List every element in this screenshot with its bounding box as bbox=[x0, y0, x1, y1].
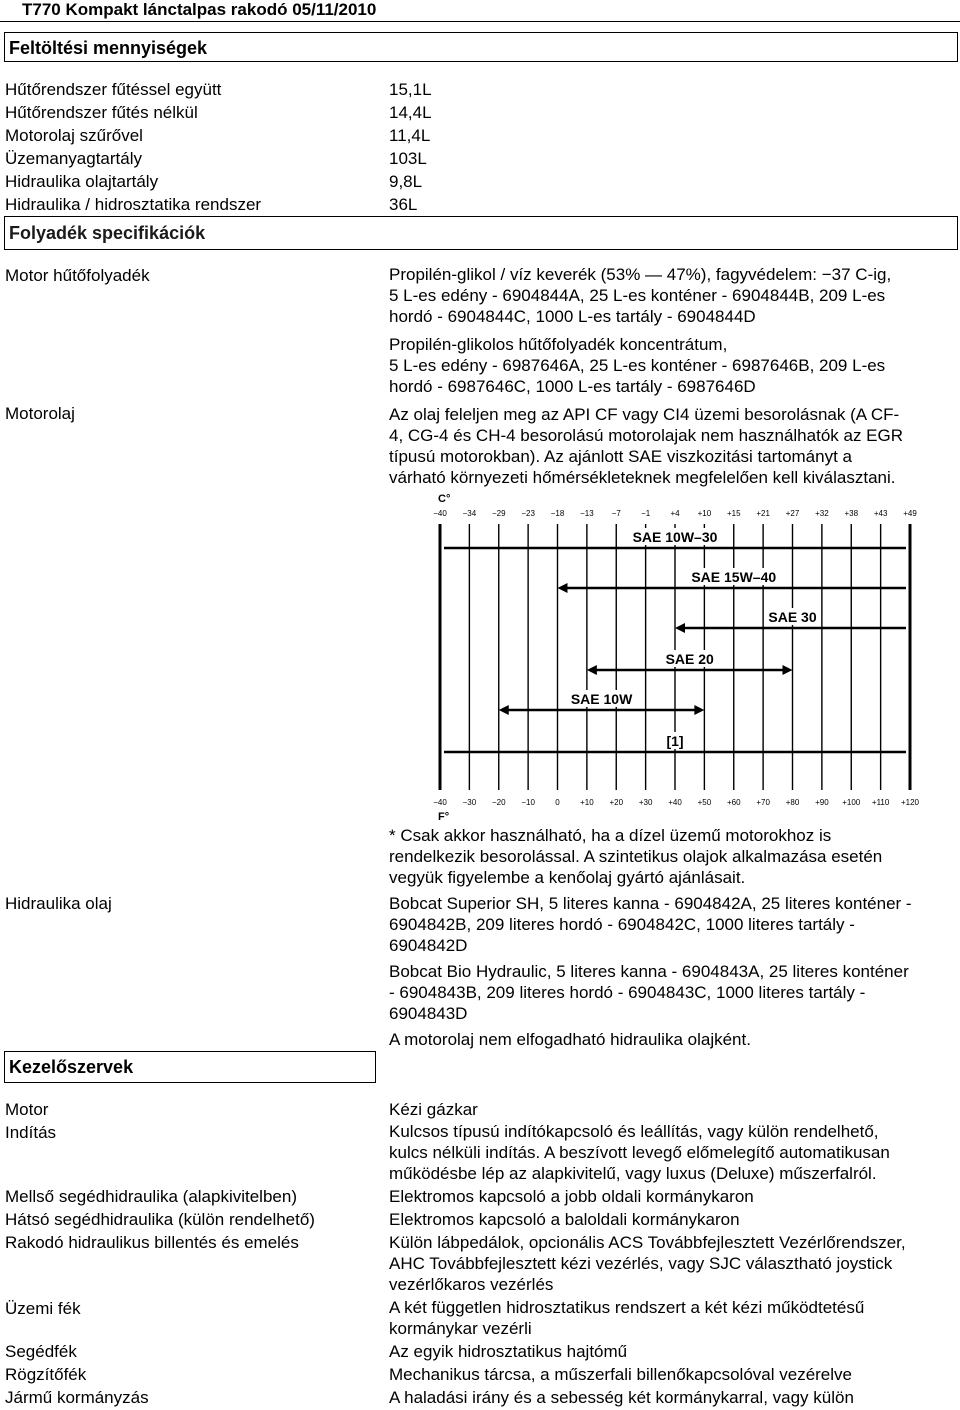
viscosity-chart bbox=[430, 490, 920, 823]
fahrenheit-axis-label: F° bbox=[438, 811, 450, 823]
spec-line: 5 L-es edény - 6987646A, 25 L-es konténer - 6987646B, 209 L-es bbox=[389, 356, 886, 375]
control-value-line: Külön lábpedálok, opcionális ACS Továbbfejlesztett Vezérlőrendszer, bbox=[389, 1233, 906, 1252]
spec-line: 6904843D bbox=[389, 1004, 468, 1023]
celsius-tick-label: +43 bbox=[873, 509, 888, 518]
spec-line: A motorolaj nem elfogadható hidraulika olajként. bbox=[389, 1030, 751, 1049]
control-value: Elektromos kapcsoló a jobb oldali kormánykaron bbox=[389, 1187, 754, 1206]
engine-oil-note bbox=[389, 825, 882, 888]
fahrenheit-tick-label: −40 bbox=[433, 798, 447, 807]
range-arrow-left bbox=[675, 623, 685, 633]
control-value-multiline bbox=[389, 1297, 864, 1339]
control-value-line: A két független hidrosztatikus rendszert a két kézi működtetésű bbox=[389, 1298, 865, 1317]
fahrenheit-tick-label: +60 bbox=[726, 798, 741, 807]
range-arrow-left bbox=[558, 583, 568, 593]
celsius-tick-label: +10 bbox=[697, 509, 712, 518]
control-value: Kézi gázkar bbox=[389, 1100, 478, 1119]
spec-line: 5 L-es edény - 6904844A, 25 L-es konténer - 6904844B, 209 L-es bbox=[389, 286, 886, 305]
control-value: A haladási irány és a sebesség két kormánykarral, vagy külön bbox=[389, 1388, 854, 1407]
control-value: Elektromos kapcsoló a baloldali kormánykaron bbox=[389, 1210, 740, 1229]
fahrenheit-tick-label: +80 bbox=[785, 798, 800, 807]
viscosity-series-label: [1] bbox=[666, 733, 684, 749]
fahrenheit-tick-label: +30 bbox=[638, 798, 653, 807]
celsius-tick-label: −40 bbox=[433, 509, 447, 518]
viscosity-series-label: SAE 10W bbox=[570, 691, 633, 707]
capacity-label: Hűtőrendszer fűtéssel együtt bbox=[5, 80, 222, 99]
fahrenheit-tick-label: +10 bbox=[580, 798, 594, 807]
hydraulic-oil-spec bbox=[389, 893, 912, 1050]
viscosity-series-label: SAE 15W–40 bbox=[691, 569, 777, 585]
celsius-tick-label: −13 bbox=[580, 509, 594, 518]
control-value-line: vezérlőkaros vezérlés bbox=[389, 1275, 554, 1294]
section-title: Folyadék specifikációk bbox=[9, 223, 206, 243]
fahrenheit-tick-label: −20 bbox=[491, 798, 506, 807]
spec-line: 4, CG-4 és CH-4 besorolású motorolajak nem használhatók az EGR bbox=[389, 426, 904, 445]
spec-line: 6904842B, 209 literes hordó - 6904842C, 1000 literes tartály - bbox=[389, 915, 855, 934]
fahrenheit-tick-label: +40 bbox=[668, 798, 682, 807]
spec-line: hordó - 6904844C, 1000 L-es tartály - 6904844D bbox=[389, 307, 756, 326]
control-label: Üzemi fék bbox=[5, 1299, 81, 1318]
range-arrow-right bbox=[694, 705, 704, 715]
fahrenheit-tick-label: +120 bbox=[900, 798, 920, 807]
note-line: rendelkezik besorolással. A szintetikus olajok alkalmazása esetén bbox=[389, 847, 883, 866]
note-line: vegyük figyelembe a kenőolaj gyártó ajánlásait. bbox=[389, 868, 746, 887]
celsius-tick-label: +32 bbox=[815, 509, 829, 518]
celsius-axis-label: C° bbox=[438, 493, 451, 505]
fahrenheit-tick-label: +90 bbox=[815, 798, 829, 807]
celsius-tick-label: −1 bbox=[641, 509, 651, 518]
control-label: Motor bbox=[5, 1100, 49, 1119]
capacity-label: Motorolaj szűrővel bbox=[5, 126, 143, 145]
control-label: Rakodó hidraulikus billentés és emelés bbox=[5, 1233, 299, 1252]
section-header-controls bbox=[4, 1051, 376, 1083]
fluid-label-coolant: Motor hűtőfolyadék bbox=[5, 266, 150, 285]
control-value-multiline bbox=[389, 1121, 890, 1184]
title-divider bbox=[0, 21, 960, 22]
spec-line: Bobcat Superior SH, 5 literes kanna - 6904842A, 25 literes konténer - bbox=[389, 894, 912, 913]
section-header-capacities bbox=[4, 32, 958, 62]
spec-line: - 6904843B, 209 literes hordó - 6904843C, 1000 literes tartály - bbox=[389, 983, 866, 1002]
spec-line: Az olaj feleljen meg az API CF vagy CI4 üzemi besorolásnak (A CF- bbox=[389, 405, 900, 424]
control-value-line: Kulcsos típusú indítókapcsoló és leállítás, vagy külön rendelhető, bbox=[389, 1122, 879, 1141]
fahrenheit-tick-label: +110 bbox=[871, 798, 890, 807]
celsius-tick-label: −34 bbox=[462, 509, 477, 518]
control-label: Hátsó segédhidraulika (külön rendelhető) bbox=[5, 1210, 315, 1229]
control-label: Indítás bbox=[5, 1123, 57, 1142]
control-label: Segédfék bbox=[5, 1342, 77, 1361]
note-line: * Csak akkor használható, ha a dízel üzemű motorokhoz is bbox=[389, 826, 832, 845]
spec-line: hordó - 6987646C, 1000 L-es tartály - 6987646D bbox=[389, 377, 756, 396]
fahrenheit-tick-label: 0 bbox=[555, 798, 560, 807]
range-arrow-left bbox=[587, 665, 597, 675]
capacity-value: 15,1L bbox=[389, 80, 432, 99]
celsius-tick-label: +15 bbox=[726, 509, 741, 518]
document-title: T770 Kompakt lánctalpas rakodó 05/11/2010 bbox=[22, 0, 377, 19]
spec-line: Propilén-glikolos hűtőfolyadék koncentrátum, bbox=[389, 335, 728, 354]
range-arrow-left bbox=[499, 705, 509, 715]
control-value: Mechanikus tárcsa, a műszerfali billenőkapcsolóval vezérelve bbox=[389, 1365, 852, 1384]
control-label: Jármű kormányzás bbox=[5, 1388, 149, 1407]
capacity-label: Hűtőrendszer fűtés nélkül bbox=[5, 103, 198, 122]
engine-oil-spec bbox=[389, 404, 903, 488]
celsius-tick-label: −7 bbox=[611, 509, 621, 518]
spec-line: Bobcat Bio Hydraulic, 5 literes kanna - 6904843A, 25 literes konténer bbox=[389, 962, 909, 981]
fahrenheit-tick-label: +70 bbox=[756, 798, 770, 807]
celsius-tick-label: +38 bbox=[844, 509, 859, 518]
coolant-spec bbox=[389, 264, 891, 397]
fluid-label-engine-oil: Motorolaj bbox=[5, 404, 75, 423]
control-label: Mellső segédhidraulika (alapkivitelben) bbox=[5, 1187, 297, 1206]
capacity-label: Üzemanyagtartály bbox=[5, 149, 143, 168]
spec-line: Propilén-glikol / víz keverék (53% — 47%), fagyvédelem: −37 C-ig, bbox=[389, 265, 892, 284]
control-label: Rögzítőfék bbox=[5, 1365, 87, 1384]
celsius-tick-label: +4 bbox=[670, 509, 680, 518]
celsius-tick-label: +27 bbox=[785, 509, 800, 518]
fluid-label-hydraulic-oil: Hidraulika olaj bbox=[5, 894, 112, 913]
control-value-line: működésbe lép az alapkivitelű, vagy luxus (Deluxe) műszerfalról. bbox=[389, 1164, 877, 1183]
capacity-value: 36L bbox=[389, 195, 418, 214]
section-title: Kezelőszervek bbox=[9, 1057, 134, 1077]
control-value-multiline bbox=[389, 1232, 906, 1295]
control-value: Az egyik hidrosztatikus hajtómű bbox=[389, 1342, 628, 1361]
fahrenheit-tick-label: +100 bbox=[842, 798, 861, 807]
celsius-tick-label: +21 bbox=[756, 509, 770, 518]
capacity-value: 9,8L bbox=[389, 172, 423, 191]
capacity-label: Hidraulika olajtartály bbox=[5, 172, 159, 191]
celsius-tick-label: −23 bbox=[521, 509, 535, 518]
spec-line: várható környezeti hőmérsékleteknek megfelelően kell kiválasztani. bbox=[389, 468, 896, 487]
celsius-tick-label: +49 bbox=[903, 509, 917, 518]
section-header-fluids bbox=[4, 216, 958, 250]
control-value-line: kulcs nélküli indítás. A beszívott levegő előmelegítő automatikusan bbox=[389, 1143, 890, 1162]
control-value-line: kormánykar vezérli bbox=[389, 1319, 532, 1338]
capacity-label: Hidraulika / hidrosztatika rendszer bbox=[5, 195, 262, 214]
section-title: Feltöltési mennyiségek bbox=[9, 38, 208, 58]
fahrenheit-tick-label: −10 bbox=[521, 798, 535, 807]
range-arrow-right bbox=[783, 665, 793, 675]
control-value-line: AHC Továbbfejlesztett kézi vezérlés, vagy SJC választható joystick bbox=[389, 1254, 893, 1273]
fahrenheit-tick-label: +20 bbox=[609, 798, 624, 807]
celsius-tick-label: −18 bbox=[550, 509, 565, 518]
capacity-value: 11,4L bbox=[389, 126, 431, 145]
viscosity-series-label: SAE 10W–30 bbox=[632, 529, 718, 545]
fahrenheit-tick-label: +50 bbox=[697, 798, 712, 807]
capacity-value: 14,4L bbox=[389, 103, 432, 122]
spec-line: típusú motorokban). Az ajánlott SAE viszkozitási tartományt a bbox=[389, 447, 852, 466]
spec-line: 6904842D bbox=[389, 936, 468, 955]
viscosity-series-label: SAE 20 bbox=[665, 651, 714, 667]
capacity-value: 103L bbox=[389, 149, 427, 168]
celsius-tick-label: −29 bbox=[491, 509, 506, 518]
fahrenheit-tick-label: −30 bbox=[462, 798, 477, 807]
viscosity-series-label: SAE 30 bbox=[768, 609, 817, 625]
